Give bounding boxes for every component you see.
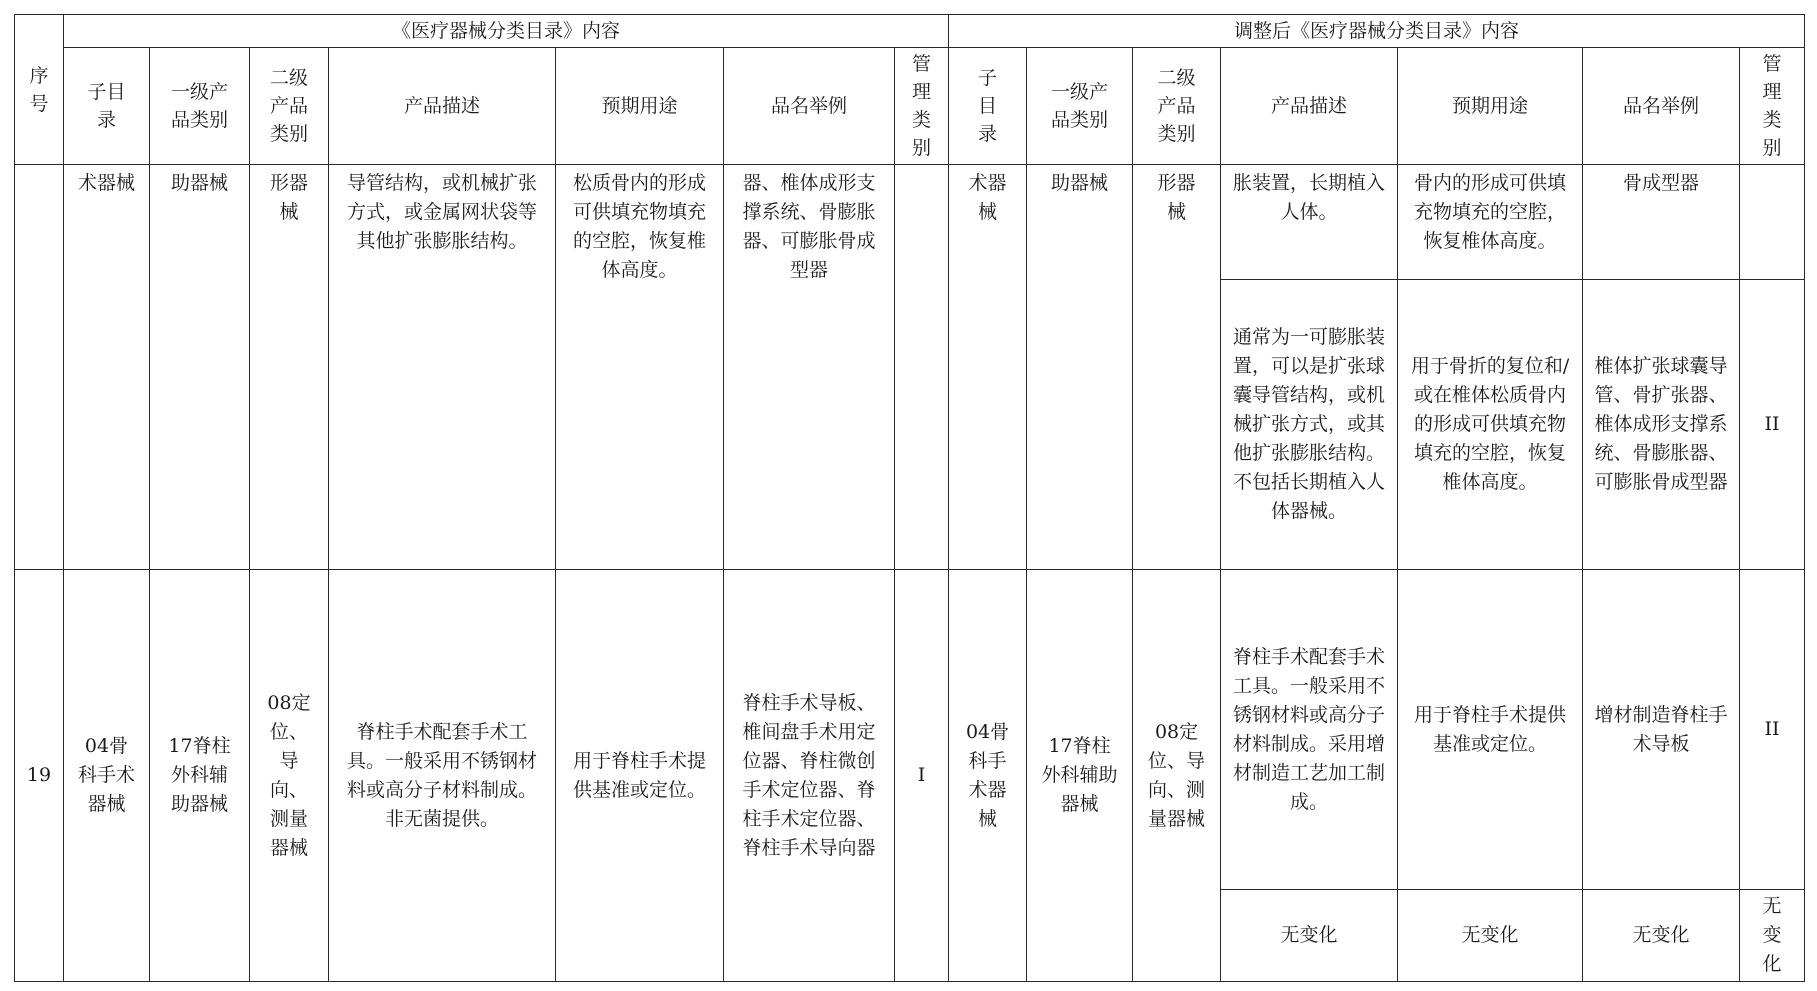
cont-left-level1: 助器械: [150, 165, 250, 570]
cont-right-examples-1: 骨成型器: [1583, 165, 1740, 280]
cont-right-desc-1: 胀装置，长期植入人体。: [1221, 165, 1398, 280]
row19-left-use: 用于脊柱手术提供基准或定位。: [556, 570, 724, 982]
header-left-sub-catalog: 子目录: [64, 48, 150, 165]
cont-left-desc: 导管结构，或机械扩张方式，或金属网状袋等其他扩张膨胀结构。: [329, 165, 556, 570]
cont-left-level2: 形器械: [250, 165, 329, 570]
cont-right-class-2: II: [1740, 280, 1805, 570]
row19-seq: 19: [15, 570, 64, 982]
cont-left-use: 松质骨内的形成可供填充物填充的空腔，恢复椎体高度。: [556, 165, 724, 570]
header-right-desc: 产品描述: [1221, 48, 1398, 165]
header-group-original: 《医疗器械分类目录》内容: [64, 15, 949, 48]
row19-left-sub-catalog: 04骨科手术器械: [64, 570, 150, 982]
cont-right-use-2: 用于骨折的复位和/或在椎体松质骨内的形成可供填充物填充的空腔，恢复椎体高度。: [1398, 280, 1583, 570]
cont-right-desc-2: 通常为一可膨胀装置，可以是扩张球囊导管结构，或机械扩张方式，或其他扩张膨胀结构。不包括长期植入人体器械。: [1221, 280, 1398, 570]
cont-left-examples: 器、椎体成形支撑系统、骨膨胀器、可膨胀骨成型器: [724, 165, 895, 570]
header-right-level1: 一级产品类别: [1027, 48, 1133, 165]
header-row-columns: [15, 48, 1805, 165]
cont-right-level2: 形器械: [1133, 165, 1221, 570]
cont-right-class-1: [1740, 165, 1805, 280]
table-row-19-a: [15, 570, 1805, 890]
row19-left-level2: 08定位、导向、测量器械: [250, 570, 329, 982]
header-left-level2: 二级产品类别: [250, 48, 329, 165]
header-group-adjusted: 调整后《医疗器械分类目录》内容: [949, 15, 1805, 48]
cont-right-examples-2: 椎体扩张球囊导管、骨扩张器、椎体成形支撑系统、骨膨胀器、可膨胀骨成型器: [1583, 280, 1740, 570]
table-row-continued-a: [15, 165, 1805, 280]
row19-right-sub-catalog: 04骨科手术器械: [949, 570, 1027, 982]
header-right-class: 管理类别: [1740, 48, 1805, 165]
row19-right-desc-2: 无变化: [1221, 890, 1398, 982]
cont-right-use-1: 骨内的形成可供填充物填充的空腔，恢复椎体高度。: [1398, 165, 1583, 280]
cont-right-level1: 助器械: [1027, 165, 1133, 570]
row19-right-class-2: 无变化: [1740, 890, 1805, 982]
row19-right-use-1: 用于脊柱手术提供基准或定位。: [1398, 570, 1583, 890]
catalog-comparison-table: [14, 14, 1805, 982]
header-left-use: 预期用途: [556, 48, 724, 165]
header-right-examples: 品名举例: [1583, 48, 1740, 165]
cont-left-class: [895, 165, 949, 570]
header-left-desc: 产品描述: [329, 48, 556, 165]
row19-left-examples: 脊柱手术导板、椎间盘手术用定位器、脊柱微创手术定位器、脊柱手术定位器、脊柱手术导向器: [724, 570, 895, 982]
header-row-groups: [15, 15, 1805, 48]
row19-left-class: I: [895, 570, 949, 982]
row19-left-level1: 17脊柱外科辅助器械: [150, 570, 250, 982]
row19-right-desc-1: 脊柱手术配套手术工具。一般采用不锈钢材料或高分子材料制成。采用增材制造工艺加工制成。: [1221, 570, 1398, 890]
cont-right-sub-catalog: 术器械: [949, 165, 1027, 570]
row19-right-level2: 08定位、导向、测量器械: [1133, 570, 1221, 982]
row19-right-level1: 17脊柱外科辅助器械: [1027, 570, 1133, 982]
header-right-sub-catalog: 子目录: [949, 48, 1027, 165]
header-seq: 序号: [15, 15, 64, 165]
row19-right-class-1: II: [1740, 570, 1805, 890]
row19-left-desc: 脊柱手术配套手术工具。一般采用不锈钢材料或高分子材料制成。非无菌提供。: [329, 570, 556, 982]
header-right-use: 预期用途: [1398, 48, 1583, 165]
cont-seq-cell: [15, 165, 64, 570]
header-left-class: 管理类别: [895, 48, 949, 165]
header-right-level2: 二级产品类别: [1133, 48, 1221, 165]
header-left-examples: 品名举例: [724, 48, 895, 165]
row19-right-use-2: 无变化: [1398, 890, 1583, 982]
row19-right-examples-1: 增材制造脊柱手术导板: [1583, 570, 1740, 890]
cont-left-sub-catalog: 术器械: [64, 165, 150, 570]
row19-right-examples-2: 无变化: [1583, 890, 1740, 982]
header-left-level1: 一级产品类别: [150, 48, 250, 165]
